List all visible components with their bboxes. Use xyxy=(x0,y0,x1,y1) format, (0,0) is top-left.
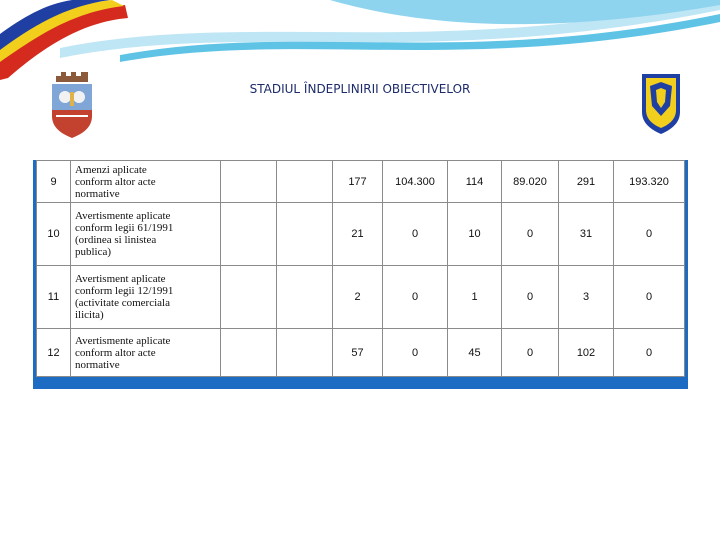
row-description: Avertisment aplicate conform legii 12/1991 (activitate comerciala ilicita) xyxy=(71,266,221,329)
row-index: 10 xyxy=(37,203,71,266)
value-cell: 21 xyxy=(333,203,383,266)
empty-cell xyxy=(277,329,333,377)
empty-cell xyxy=(277,161,333,203)
row-index: 11 xyxy=(37,266,71,329)
value-cell: 0 xyxy=(502,329,559,377)
value-cell: 2 xyxy=(333,266,383,329)
value-cell: 3 xyxy=(559,266,614,329)
value-cell: 177 xyxy=(333,161,383,203)
value-cell: 31 xyxy=(559,203,614,266)
value-cell: 0 xyxy=(614,329,685,377)
value-cell: 0 xyxy=(502,203,559,266)
page-title: STADIUL ÎNDEPLINIRII OBIECTIVELOR xyxy=(249,82,471,96)
objectives-table-frame xyxy=(33,160,688,389)
value-cell: 114 xyxy=(448,161,502,203)
value-cell: 0 xyxy=(614,203,685,266)
header-banner xyxy=(0,0,720,80)
empty-cell xyxy=(277,203,333,266)
value-cell: 0 xyxy=(383,203,448,266)
empty-cell xyxy=(221,329,277,377)
empty-cell xyxy=(221,203,277,266)
city-coat-of-arms-icon xyxy=(50,72,94,138)
value-cell: 10 xyxy=(448,203,502,266)
empty-cell xyxy=(221,266,277,329)
value-cell: 0 xyxy=(502,266,559,329)
table-row xyxy=(37,266,685,329)
row-index: 9 xyxy=(37,161,71,203)
row-index: 12 xyxy=(37,329,71,377)
empty-cell xyxy=(277,266,333,329)
value-cell: 0 xyxy=(383,329,448,377)
table-row xyxy=(37,161,685,203)
row-description: Avertismente aplicate conform legii 61/1991 (ordinea si linistea publica) xyxy=(71,203,221,266)
value-cell: 0 xyxy=(383,266,448,329)
empty-cell xyxy=(221,161,277,203)
table-row xyxy=(37,203,685,266)
value-cell: 104.300 xyxy=(383,161,448,203)
value-cell: 1 xyxy=(448,266,502,329)
value-cell: 193.320 xyxy=(614,161,685,203)
value-cell: 89.020 xyxy=(502,161,559,203)
objectives-table xyxy=(36,160,685,377)
police-emblem-icon xyxy=(640,72,682,134)
value-cell: 0 xyxy=(614,266,685,329)
row-description: Avertismente aplicate conform altor acte normative xyxy=(71,329,221,377)
table-row xyxy=(37,329,685,377)
row-description: Amenzi aplicate conform altor acte normative xyxy=(71,161,221,203)
value-cell: 57 xyxy=(333,329,383,377)
value-cell: 45 xyxy=(448,329,502,377)
value-cell: 291 xyxy=(559,161,614,203)
value-cell: 102 xyxy=(559,329,614,377)
